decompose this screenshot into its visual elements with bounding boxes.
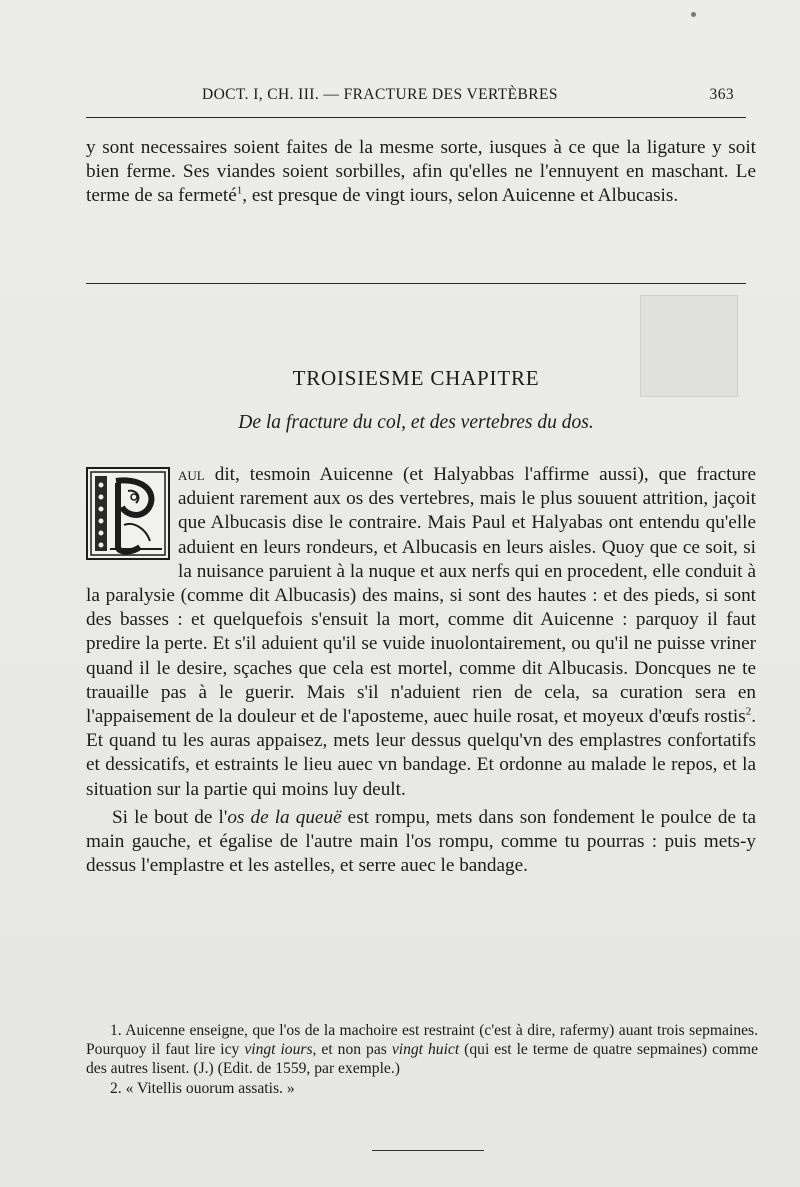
second-text-a: Si le bout de l'	[112, 806, 228, 828]
main-paragraph	[86, 463, 756, 878]
footnote-1-number: 1.	[110, 1022, 122, 1039]
footnote-1-text-c: (qui est le terme de quatre sepmaines) comme des autres lisent. (J.) (Edit. de 1559, par exemple.)	[86, 1041, 758, 1078]
ornamental-dropcap	[86, 467, 170, 560]
continuation-paragraph	[86, 136, 756, 209]
footnotes	[86, 1021, 758, 1098]
footnote-2-number: 2.	[110, 1079, 122, 1097]
page-number: 363	[709, 86, 734, 103]
footnote-ref-2: 2	[745, 705, 752, 718]
lead-word: aul	[178, 464, 205, 485]
continuation-text-a: y sont necessaires soient faites de la mesme sorte, iusques à ce que la ligature y soit bien ferme. Ses viandes soient sorbilles, afin qu'elles ne l'ennuyent en maschant. Le terme de sa fermeté	[86, 137, 756, 207]
second-italic: os de la queuë	[227, 806, 342, 828]
second-paragraph	[86, 806, 756, 879]
main-text-a: dit, tesmoin Auicenne (et Halyabbas l'affirme aussi), que fracture aduient rarement aux os des vertebres, mais le plus souuent attrition, jaçoit que Albucasis dise le contraire. Mais Paul et Halyabas ont entendu qu'elle aduient en leurs rondeurs, et Albucasis en leurs aisles. Quoy que ce soit, si la nuisance paruient à la nuque et aux nerfs qui en procedent, elle conduit à la paralysie (comme dit Albucasis) des mains, si sont des hautes : et des pieds, si sont des basses : et quelquefois s'ensuit la mort, comme dit Auicenne : parquoy il faut predire la perte. Et s'il aduient qu'il se vuide inuolontairement, ou qu'il ne puisse vriner quand il le desire, sçaches que cela est mortel, comme dit Albucasis. Doncques ne te trauaille pas à le guerir. Mais s'il n'aduient rien de cela, sa curation sera en l'appaisement de la douleur et de l'aposteme, auec huile rosat, et moyeux d'œufs rostis	[86, 464, 757, 728]
footnote-1-text-b: , et non pas	[312, 1041, 392, 1059]
main-text-b: . Et quand tu les auras appaisez, mets leur dessus quelqu'vn des emplastres confortatifs et dessicatifs, et estraints le lieu auec vn bandage. Et ordonne au malade le repos, et la situation sur la partie qui moins luy deult.	[86, 706, 756, 800]
footnote-1	[86, 1021, 758, 1079]
footnote-1-italic-a: vingt iours	[244, 1041, 313, 1059]
footnote-2-text: « Vitellis ouorum assatis. »	[125, 1079, 295, 1097]
chapter-title: TROISIESME CHAPITRE	[292, 366, 540, 390]
footnote-1-text-a: Auicenne enseigne, que l'os de la machoire est restraint (c'est à dire, rafermy) auant trois sepmaines. Pourquoy il faut lire icy	[86, 1022, 758, 1059]
footnote-1-italic-b: vingt huict	[391, 1041, 460, 1059]
running-head	[86, 84, 746, 108]
dropcap-ornament-icon	[88, 469, 168, 558]
second-text-b: est rompu, mets dans son fondement le poulce de ta main gauche, et égalise de l'autre main l'os rompu, comme tu pourras : puis mets-y dessus l'emplastre et les astelles, et serre auec le bandage.	[86, 806, 756, 877]
footnote-ref-1: 1	[236, 185, 243, 198]
footer-rule	[372, 1150, 484, 1151]
chapter-subtitle: De la fracture du col, et des vertebres du dos.	[238, 412, 594, 433]
footnote-2	[86, 1079, 758, 1098]
ink-spot	[691, 12, 696, 17]
running-title: DOCT. I, CH. III. — FRACTURE DES VERTÈBRES	[202, 86, 558, 103]
section-rule	[86, 283, 746, 284]
continuation-text-b: , est presque de vingt iours, selon Auicenne et Albucasis.	[242, 185, 679, 207]
header-rule	[86, 117, 746, 118]
